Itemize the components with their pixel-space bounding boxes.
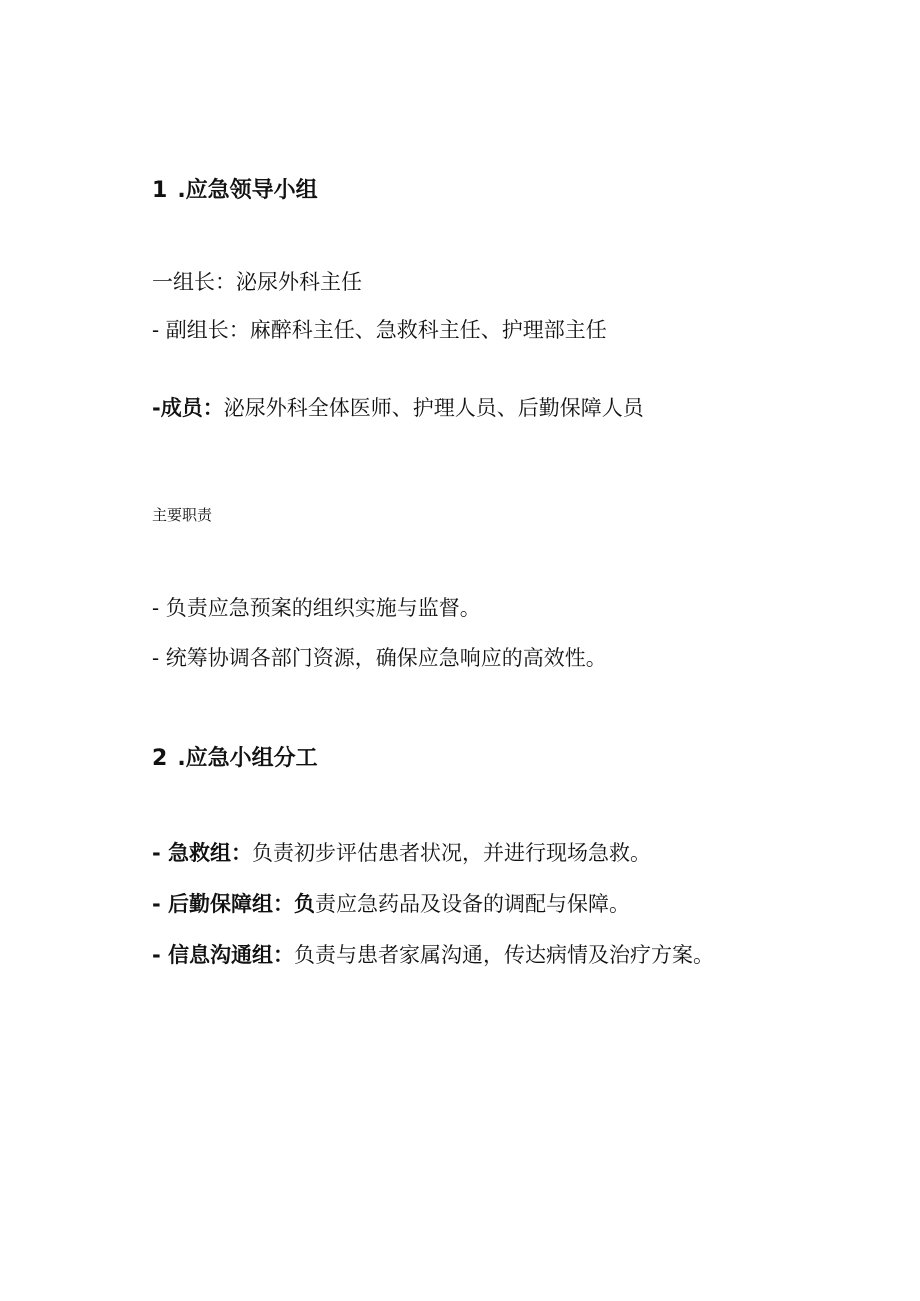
members-prefix: - [152,396,161,420]
duties-title: 主要职责 [152,506,213,524]
members-line [152,398,644,419]
leader-line [152,272,362,293]
section-2-heading [152,748,318,770]
leader-label: 组长： [173,270,236,294]
deputy-leader-line [152,320,607,341]
team-text: 责应急药品及设备的调配与保障。 [315,892,631,916]
team-text: 负责初步评估患者状况，并进行现场急救。 [252,841,652,865]
deputy-leader-text: 麻醉科主任、急救科主任、护理部主任 [249,318,607,342]
team-prefix: - [152,943,169,967]
leader-text: 泌尿外科主任 [236,270,362,294]
section-2-title: .应急小组分工 [177,746,318,771]
team-item-communication [152,945,714,966]
team-text: 负责与患者家属沟通，传达病情及治疗方案。 [294,943,715,967]
section-2-number: 2 [152,746,168,771]
members-text: 泌尿外科全体医师、护理人员、后勤保障人员 [223,396,644,420]
team-label: 急救组： [168,841,253,865]
team-label: 后勤保障组：负 [168,892,316,916]
deputy-leader-prefix: - [152,318,166,342]
team-label: 信息沟通组： [168,943,295,967]
leader-prefix: 一 [152,270,173,294]
section-1-number: 1 [152,178,168,203]
team-prefix: - [152,892,169,916]
team-item-logistics [152,894,630,915]
team-item-first-aid [152,843,651,864]
deputy-leader-label: 副组长： [165,318,250,342]
section-1-heading [152,180,318,202]
duty-item-1: - 负责应急预案的组织实施与监督。 [152,596,481,620]
team-prefix: - [152,841,169,865]
section-1-title: .应急领导小组 [177,178,318,203]
members-label: 成员： [160,396,224,420]
duty-item-2: - 统筹协调各部门资源，确保应急响应的高效性。 [152,646,607,670]
